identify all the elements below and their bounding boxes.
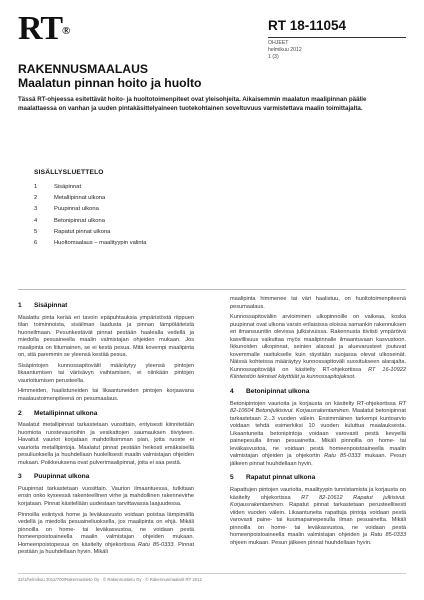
paragraph: Sisäpintojen kunnossapitovälit määräytyy yleensä pintojen likaantumisen tai värisävyn vaihtamisen, ei niinkään pintojen vaurioitumisen perusteella. bbox=[18, 362, 194, 384]
toc-label: Huoltomaalaus – maalityypin valinta bbox=[54, 240, 147, 247]
reference: RT 82-10612 Rapatut julkisivut. Korjausrakentaminen. bbox=[230, 494, 406, 509]
paragraph: Kunnossapitoväliin arvioiminen ulkopinnoille on vaikeaa, koska puupinnat ovat ulkona varsin erilaisissa oloissa samankin rakennuksen eri ilmansuuntiin olevissa julkisivuissa. Rakennusta tiiviisti ympäröivä kasvillisuus vaikuttaa myös maalipinnalle ilmaantuvaan kasvustoon. Ikkunoiden ulkopinnat, seinien alaosat ja aluevarusteet joutuvat kovemmalle rasitukselle kuin räystään suojassa olevat ulkoseinät. Näissä kohteissa määräytyy kunnossapitoväli suositukseen alarajalta. Kunnossapitoväljä on käsitelty RT-ohjekortissa RT 16-10922 Kiinteistön tekniset käyttöiät ja kunnossapitojaksot. bbox=[230, 314, 406, 381]
meta-type: OHJEET bbox=[268, 40, 289, 46]
section-heading: 5 Rapatut pinnat ulkona bbox=[230, 474, 316, 482]
reference: RT 16-10922 Kiinteistön tekniset käyttöiät ja kunnossapitojaksot. bbox=[230, 366, 406, 381]
section-heading: 4 Betonipinnat ulkona bbox=[230, 388, 310, 396]
toc-num: 3 bbox=[34, 206, 38, 213]
toc-num: 5 bbox=[34, 228, 38, 235]
paragraph: Himmeiden, haalistuneiden tai likaantuneiden pintojen korjaavana maalaustoimenpiteenä on pesumaalaus. bbox=[18, 388, 194, 403]
toc-item[interactable] bbox=[34, 204, 146, 215]
page-title bbox=[18, 62, 398, 90]
table-of-contents bbox=[34, 182, 146, 249]
toc-num: 2 bbox=[34, 195, 38, 202]
paragraph: Puupinnat tarkastetaan vuosittain. Vaurion ilmaantuessa, tutkitaan ensin onko kyseessä rakenteellinen virhe ja mahdollinen rakennevirhe korjataan. Pinnat käsitellään uudestaan tarvittavassa laajuudessa. bbox=[18, 485, 194, 508]
toc-item[interactable] bbox=[34, 216, 146, 227]
section-heading: 3 Puupinnat ulkona bbox=[18, 473, 90, 481]
toc-item[interactable] bbox=[34, 193, 146, 204]
section-heading: 1 Sisäpinnat bbox=[18, 302, 68, 309]
toc-num: 6 bbox=[34, 240, 38, 247]
toc-heading: SISÄLLYSLUETTELO bbox=[34, 169, 104, 176]
reference: RT 82-10604 Betonijulkisivut. Korjausrakentaminen. bbox=[230, 400, 406, 415]
paragraph: Maalattu pinta kerää eri tavoin epäpuhtauksia ympäristöstä riippuen tilan toiminnoista, sisäilman laadusta ja pinnan lämpöläiteistä huoneilmaan. Pesunkestävät pinnat pestään haalealla vedellä ja miedolla pesuaineella maalin valmistajan ohjeiden mukaan. Jos maalipinta on liitumainen, se ei kestä pesua. Mitä kovempi maalipinta on, sitä paremmin se yleensä kestää pesua. bbox=[18, 314, 194, 359]
meta-page: 1 (3) bbox=[268, 54, 279, 60]
footer-divider bbox=[18, 573, 406, 574]
toc-item[interactable] bbox=[34, 227, 146, 238]
header-divider bbox=[268, 37, 406, 38]
toc-label: Betonipinnat ulkona bbox=[54, 217, 105, 224]
reference: Ratu 85-0333 bbox=[370, 532, 406, 539]
toc-num: 4 bbox=[34, 217, 38, 224]
rt-logo: RT® bbox=[18, 10, 70, 47]
reference: Ratu 85-0333 bbox=[324, 453, 361, 460]
toc-num: 1 bbox=[34, 184, 38, 190]
toc-label: Puupinnat ulkona bbox=[54, 206, 99, 213]
footer-text: 22/1/helmikuu 2012/700/Rakennustieto Oy · © Rakennustieto Oy · © Rakennusmaalarit RT 2012 bbox=[18, 577, 202, 582]
toc-item[interactable] bbox=[34, 238, 146, 249]
meta-date: helmikuu 2012 bbox=[268, 47, 302, 53]
document-code: RT 18-11054 bbox=[268, 18, 347, 33]
toc-label: Sisäpinnat bbox=[54, 184, 82, 190]
paragraph: Betonipintojen vaurioita ja korjausta on käsitelty RT-ohjekortissa RT 82-10604 Betonijulkisivut. Korjausrakentaminen. Maalatut betonipinnat tarkastetaan 2...3 vuoden välein. Ensimmäinen tarkempi kuntoarvio voidaan tehdä esimerkiksi 10 vuoden kuluttua maalauksesta. Likaantuneita betonipintoja voidaan varovasti pestä kevyellä painepesulla ilman pesuainetta. Mikäli pinnoilla on home- tai leväkasvustoa, ne voidaan pestä homeenpoistoaineella maalin valmistajan ohjeiden ja ohjekortin Ratu 85-0333 mukaan. Pesun jälkeen pinnat huuhdellaan hyvin. bbox=[230, 400, 407, 467]
paragraph: maalipinta himmenee tai väri haalistuu, on huoltotoimenpiteenä pesumaalaus. bbox=[230, 296, 406, 310]
title-main: RAKENNUSMAALAUS bbox=[18, 62, 148, 76]
document-meta bbox=[268, 40, 302, 61]
lead-paragraph: Tässä RT-ohjeessa esitettävät hoito- ja huoltotoimenpiteet ovat yleisohjeita. Aikaisemmin maalatun maalipinnan päälle maalattaessa on vanhan ja uuden pintakäsittelyaineen tuotekohtainen soveltuvuus varmistettava maalin toimittajalta. bbox=[18, 96, 367, 112]
paragraph: Pinnoilla esiintyvä home ja leväkasvusto voidaan poistaa lämpimällä vedellä ja miedolla pesuaineliuoksella, jos maalipinta on ehjä. Mikäli pinnoilla on home- tai leväkasvustoa, ne voidaan pestä homeenpoistoaineella maalin valmistajan ohjeiden mukaan. Homeenpoistopesua on käsitelty ohjekortissa Ratu 85-0333. Pinnat pestään ja huuhdellaan hyvin. Mikäli bbox=[18, 511, 195, 556]
title-sub: Maalatun pinnan hoito ja huolto bbox=[18, 76, 202, 90]
toc-label: Metallipinnat ulkona bbox=[54, 195, 106, 202]
paragraph: Maalatut metallipinnat tarkastetaan vuosittain, erityisesti kiinnitetään huomiota ruostevaurioihin ja vesikattojen saumauksen tiiviyteen. Havaitut vauriot korjataan mahdollisimman pian, jotta ruoste ei vaurioita metallipintoja. Maalatut pinnat pestään heikosti emäksisellä pesuliuoksella ja huuhdellaan huolellisesti maalin valmistajan ohjeiden mukaan. Poikkeuksena ovat pulverimaalipinnat, joita ei saa pestä. bbox=[18, 422, 194, 466]
section-heading: 2 Metallipinnat ulkona bbox=[18, 409, 98, 417]
paragraph: Rapattujen pintojen vaurioita, maalityypin tunnistamista ja korjausta on käsitelty ohjekortissa RT 82-10612 Rapatut julkisivut. Korjausrakentaminen. Rapatut pinnat tarkastetaan perusteellisesti viiden vuoden välein. Likaantuneita rapattuja pintoja voidaan pestä varovasti paine- tai kuumapainepesulla ilman pesuainetta. Mikäli pinnoilla on home- tai leväkasvustoa, ne voidaan pestä homeenpoistoaineella maalin valmistajan ohjeiden ja Ratu 85-0333 ohjeen mukaan. Pesun jälkeen pinnat huuhdellaan hyvin. bbox=[230, 487, 407, 546]
reference: Ratu 85-0333. bbox=[138, 541, 176, 548]
toc-item[interactable] bbox=[34, 182, 146, 193]
right-column bbox=[230, 296, 406, 550]
content-divider bbox=[18, 289, 406, 290]
toc-label: Rapatut pinnat ulkona bbox=[54, 228, 111, 235]
left-column bbox=[18, 296, 194, 560]
